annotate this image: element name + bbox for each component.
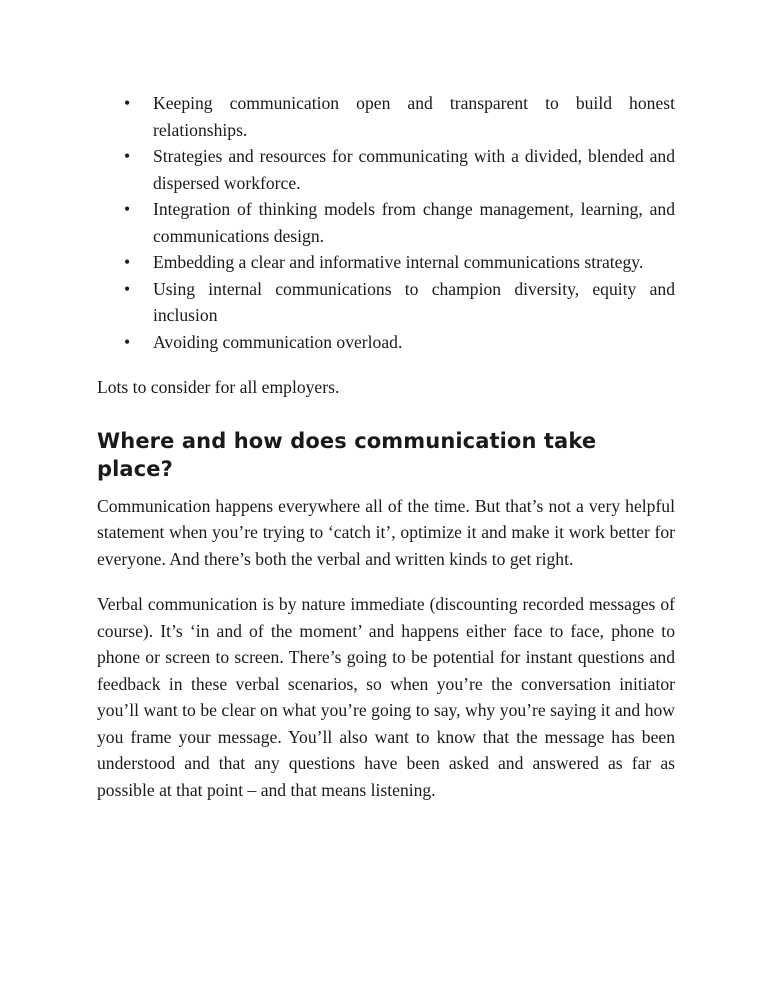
body-paragraph: Communication happens everywhere all of the time. But that’s not a very helpful statement when you’re trying to ‘catch it’, optimize it and make it work better for everyone. And there’s both the verbal and written kinds to get right. xyxy=(97,495,675,569)
list-item-text: Keeping communication open and transparent to build honest relationships. xyxy=(153,93,675,140)
document-page xyxy=(97,90,675,803)
list-item-text: Using internal communications to champion diversity, equity and inclusion xyxy=(153,278,675,325)
list-item xyxy=(97,90,675,143)
list-item-text: Strategies and resources for communicating with a divided, blended and dispersed workforce. xyxy=(153,146,675,193)
closing-paragraph: Lots to consider for all employers. xyxy=(97,377,340,397)
body-paragraph: Verbal communication is by nature immediate (discounting recorded messages of course). It’s ‘in and of the moment’ and happens either face to face, phone to phone or screen to screen. There’s going to be potential for instant questions and feedback in these verbal scenarios, so when you’re the conversation initiator you’ll want to be clear on what you’re going to say, why you’re saying it and how you frame your message. You’ll also want to know that the message has been understood and that any questions have been asked and answered as far as possible at that point – and that means listening. xyxy=(97,594,675,800)
bullet-icon: • xyxy=(124,199,131,219)
section-heading: Where and how does communication take place? xyxy=(97,428,597,481)
list-item-text: Avoiding communication overload. xyxy=(153,331,403,352)
list-item xyxy=(97,329,675,356)
bullet-icon: • xyxy=(124,278,131,299)
bullet-icon: • xyxy=(124,93,131,113)
list-item xyxy=(97,196,675,249)
list-item xyxy=(97,249,675,276)
bullet-list xyxy=(97,90,675,355)
bullet-icon: • xyxy=(124,252,131,272)
list-item-text: Embedding a clear and informative internal communications strategy. xyxy=(153,252,644,272)
list-item xyxy=(97,143,675,196)
list-item-text: Integration of thinking models from change management, learning, and communications design. xyxy=(153,199,675,246)
list-item xyxy=(97,276,675,329)
bullet-icon: • xyxy=(124,146,131,166)
bullet-icon: • xyxy=(124,331,131,352)
